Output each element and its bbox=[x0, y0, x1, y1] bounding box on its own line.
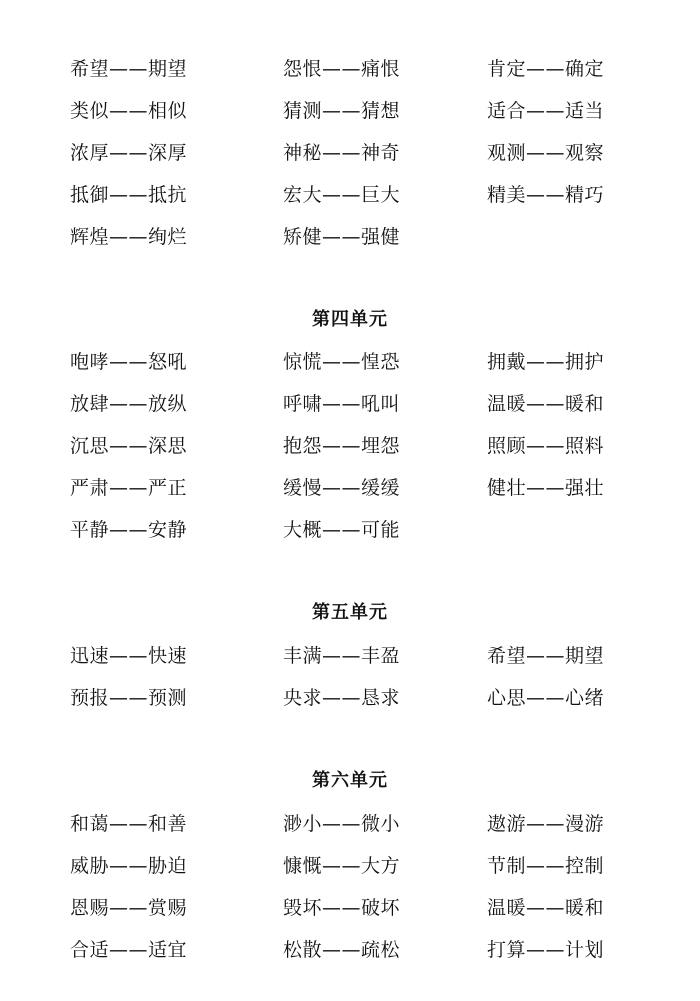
synonym-pair: 猜测——猜想 bbox=[283, 100, 401, 122]
word-pair-row bbox=[0, 893, 700, 923]
synonym-pair: 渺小——微小 bbox=[283, 813, 401, 835]
synonym-pair: 拥戴——拥护 bbox=[487, 351, 605, 373]
section-heading: 第五单元 bbox=[312, 602, 388, 623]
synonym-pair: 遨游——漫游 bbox=[487, 813, 605, 835]
word-pair-row bbox=[0, 347, 700, 377]
word-pair-row bbox=[0, 641, 700, 671]
synonym-pair: 松散——疏松 bbox=[283, 939, 401, 961]
word-pair-row bbox=[0, 473, 700, 503]
word-pair-row bbox=[0, 935, 700, 965]
synonym-pair: 宏大——巨大 bbox=[283, 184, 401, 206]
synonym-pair: 温暖——暖和 bbox=[487, 393, 605, 415]
synonym-pair: 心思——心绪 bbox=[487, 687, 605, 709]
word-pair-row bbox=[0, 389, 700, 419]
synonym-pair: 威胁——胁迫 bbox=[70, 855, 188, 877]
word-pair-row bbox=[0, 222, 700, 252]
synonym-pair: 恩赐——赏赐 bbox=[70, 897, 188, 919]
synonym-pair: 平静——安静 bbox=[70, 519, 188, 541]
word-pair-row bbox=[0, 180, 700, 210]
section-heading: 第四单元 bbox=[312, 309, 388, 330]
synonym-pair: 温暖——暖和 bbox=[487, 897, 605, 919]
synonym-pair: 合适——适宜 bbox=[70, 939, 188, 961]
synonym-pair: 严肃——严正 bbox=[70, 477, 188, 499]
synonym-pair: 丰满——丰盈 bbox=[283, 645, 401, 667]
synonym-pair: 放肆——放纵 bbox=[70, 393, 188, 415]
word-pair-row bbox=[0, 96, 700, 126]
synonym-pair: 慷慨——大方 bbox=[283, 855, 401, 877]
synonym-pair: 节制——控制 bbox=[487, 855, 605, 877]
synonym-pair: 预报——预测 bbox=[70, 687, 188, 709]
synonym-pair: 抵御——抵抗 bbox=[70, 184, 188, 206]
word-pair-row bbox=[0, 809, 700, 839]
synonym-pair: 呼啸——吼叫 bbox=[283, 393, 401, 415]
synonym-pair: 类似——相似 bbox=[70, 100, 188, 122]
synonym-pair: 辉煌——绚烂 bbox=[70, 226, 188, 248]
synonym-pair: 大概——可能 bbox=[283, 519, 401, 541]
synonym-pair: 和蔼——和善 bbox=[70, 813, 188, 835]
synonym-pair: 观测——观察 bbox=[487, 142, 605, 164]
section-heading: 第六单元 bbox=[312, 770, 388, 791]
synonym-pair: 沉思——深思 bbox=[70, 435, 188, 457]
synonym-pair: 健壮——强壮 bbox=[487, 477, 605, 499]
synonym-pair: 精美——精巧 bbox=[487, 184, 605, 206]
synonym-pair: 神秘——神奇 bbox=[283, 142, 401, 164]
synonym-pair: 希望——期望 bbox=[487, 645, 605, 667]
synonym-pair: 照顾——照料 bbox=[487, 435, 605, 457]
synonym-pair: 抱怨——埋怨 bbox=[283, 435, 401, 457]
synonym-pair: 肯定——确定 bbox=[487, 58, 605, 80]
synonym-pair: 缓慢——缓缓 bbox=[283, 477, 401, 499]
synonym-pair: 咆哮——怒吼 bbox=[70, 351, 188, 373]
synonym-pair: 浓厚——深厚 bbox=[70, 142, 188, 164]
word-pair-row bbox=[0, 138, 700, 168]
synonym-pair: 迅速——快速 bbox=[70, 645, 188, 667]
synonym-pair: 怨恨——痛恨 bbox=[283, 58, 401, 80]
synonym-pair: 适合——适当 bbox=[487, 100, 605, 122]
word-pair-row bbox=[0, 431, 700, 461]
word-pair-row bbox=[0, 54, 700, 84]
synonym-pair: 毁坏——破坏 bbox=[283, 897, 401, 919]
synonym-pair: 矫健——强健 bbox=[283, 226, 401, 248]
word-pair-row bbox=[0, 851, 700, 881]
synonym-pair: 希望——期望 bbox=[70, 58, 188, 80]
word-pair-row bbox=[0, 683, 700, 713]
synonym-pair: 惊慌——惶恐 bbox=[283, 351, 401, 373]
synonym-pair: 打算——计划 bbox=[487, 939, 605, 961]
synonym-pair: 央求——恳求 bbox=[283, 687, 401, 709]
word-pair-row bbox=[0, 515, 700, 545]
